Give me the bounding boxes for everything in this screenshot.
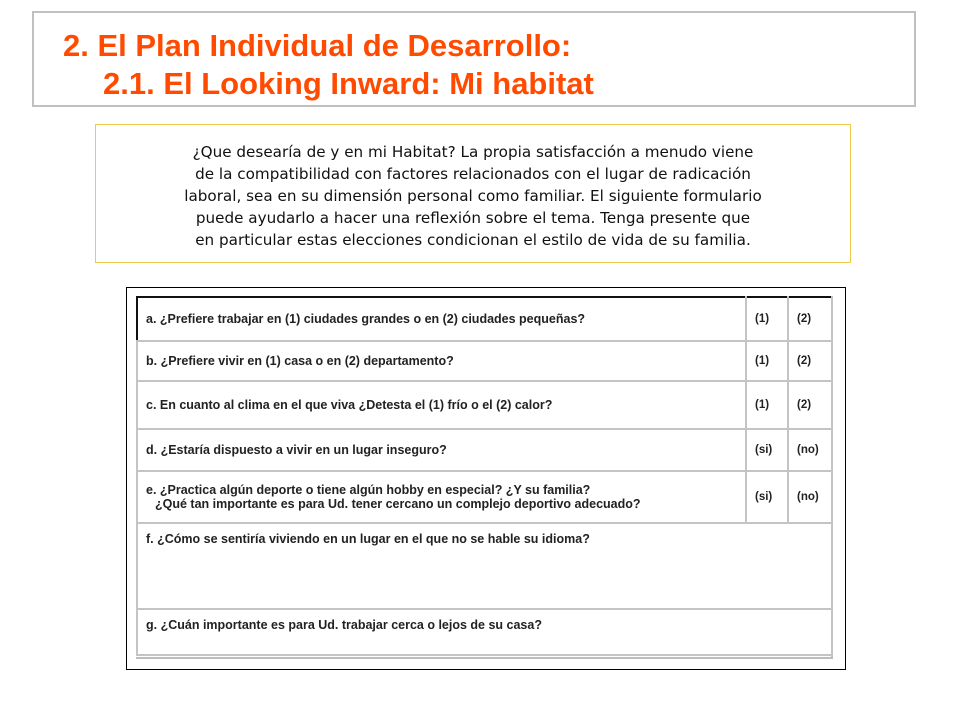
questionnaire-table [136, 296, 833, 656]
question-c: c. En cuanto al clima en el que viva ¿Detesta el (1) frío o el (2) calor? [137, 381, 746, 429]
option-cell-2[interactable]: (2) [788, 341, 832, 381]
title-box [32, 11, 916, 107]
question-f[interactable]: f. ¿Cómo se sentiría viviendo en un lugar en el que no se hable su idioma? [137, 523, 832, 609]
intro-line: ¿Que desearía de y en mi Habitat? La propia satisfacción a menudo viene [192, 143, 754, 161]
option-cell-no[interactable]: (no) [788, 429, 832, 471]
intro-line: de la compatibilidad con factores relacionados con el lugar de radicación [195, 165, 751, 183]
question-row-a [137, 297, 832, 341]
option-cell-no[interactable]: (no) [788, 471, 832, 523]
question-d: d. ¿Estaría dispuesto a vivir en un lugar inseguro? [137, 429, 746, 471]
option-cell-si[interactable]: (si) [746, 471, 788, 523]
question-row-c [137, 381, 832, 429]
intro-line: en particular estas elecciones condicionan el estilo de vida de su familia. [195, 231, 751, 249]
option-cell-si[interactable]: (si) [746, 429, 788, 471]
option-cell-2[interactable]: (2) [788, 297, 832, 341]
question-e [137, 471, 746, 523]
question-g[interactable]: g. ¿Cuán importante es para Ud. trabajar cerca o lejos de su casa? [137, 609, 832, 655]
title-subsection: 2.1. El Looking Inward: Mi habitat [103, 66, 594, 101]
intro-line: puede ayudarlo a hacer una reflexión sobre el tema. Tenga presente que [195, 209, 751, 227]
question-e-line1: e. ¿Practica algún deporte o tiene algún hobby en especial? ¿Y su familia? [146, 483, 591, 497]
question-row-e [137, 471, 832, 523]
option-cell-1[interactable]: (1) [746, 381, 788, 429]
question-row-f [137, 523, 832, 609]
question-row-b [137, 341, 832, 381]
title-main: 2. El Plan Individual de Desarrollo: [63, 28, 572, 63]
question-b: b. ¿Prefiere vivir en (1) casa o en (2) departamento? [137, 341, 746, 381]
question-a: a. ¿Prefiere trabajar en (1) ciudades grandes o en (2) ciudades pequeñas? [137, 297, 746, 341]
option-cell-2[interactable]: (2) [788, 381, 832, 429]
question-e-line2: ¿Qué tan importante es para Ud. tener cercano un complejo deportivo adecuado? [155, 497, 641, 511]
questionnaire-form [136, 296, 833, 659]
option-cell-1[interactable]: (1) [746, 341, 788, 381]
intro-line: laboral, sea en su dimensión personal como familiar. El siguiente formulario [184, 187, 762, 205]
option-cell-1[interactable]: (1) [746, 297, 788, 341]
question-row-d [137, 429, 832, 471]
intro-paragraph [95, 124, 851, 263]
questionnaire-image [126, 287, 846, 670]
question-row-g [137, 609, 832, 655]
